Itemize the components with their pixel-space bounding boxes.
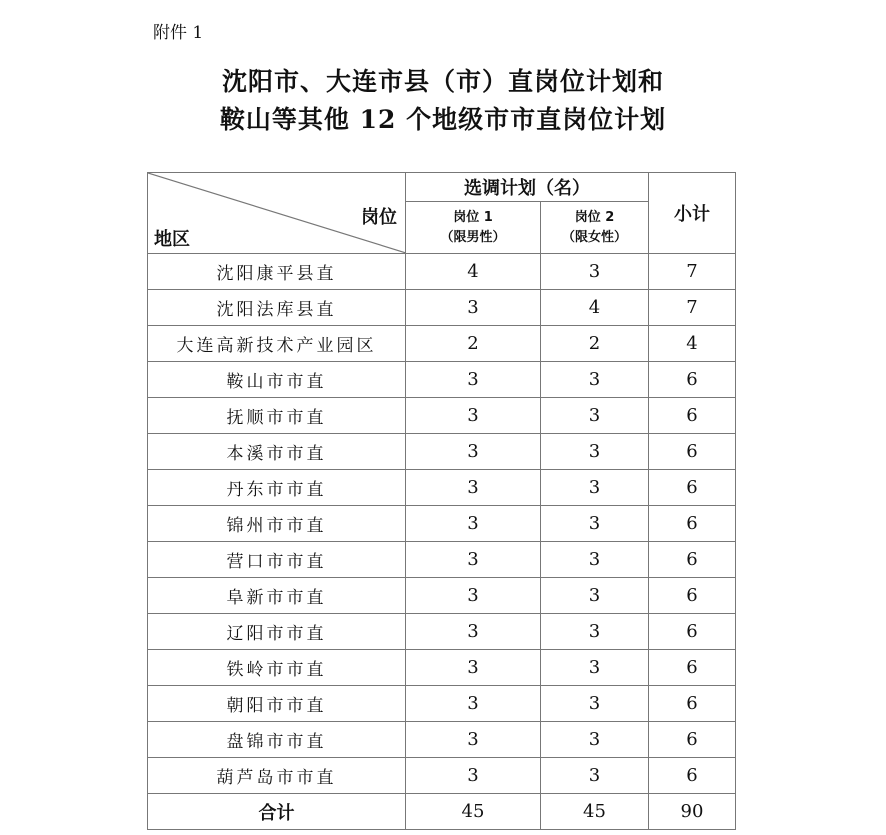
- table-row: [148, 326, 736, 362]
- subtotal-header: 小计: [649, 173, 736, 254]
- post2-cell: 3: [541, 398, 649, 434]
- subtotal-cell: 7: [649, 254, 736, 290]
- post1-cell: 3: [406, 434, 541, 470]
- subtotal-cell: 6: [649, 614, 736, 650]
- region-cell: 辽阳市市直: [148, 614, 406, 650]
- table-row: [148, 614, 736, 650]
- post2-cell: 3: [541, 254, 649, 290]
- post2-cell: 3: [541, 650, 649, 686]
- post1-cell: 3: [406, 650, 541, 686]
- region-cell: 本溪市市直: [148, 434, 406, 470]
- table-row: [148, 362, 736, 398]
- post1-cell: 3: [406, 614, 541, 650]
- subtotal-cell: 6: [649, 758, 736, 794]
- post1-cell: 3: [406, 578, 541, 614]
- title-line-1: 沈阳市、大连市县（市）直岗位计划和: [221, 67, 664, 96]
- region-cell: 沈阳康平县直: [148, 254, 406, 290]
- subtotal-cell: 6: [649, 362, 736, 398]
- subtotal-cell: 6: [649, 434, 736, 470]
- post1-cell: 3: [406, 398, 541, 434]
- table-row: [148, 722, 736, 758]
- region-cell: 鞍山市市直: [148, 362, 406, 398]
- plan-header: 选调计划（名）: [406, 173, 649, 202]
- post2-cell: 3: [541, 506, 649, 542]
- region-cell: 锦州市市直: [148, 506, 406, 542]
- post2-cell: 3: [541, 686, 649, 722]
- region-cell: 抚顺市市直: [148, 398, 406, 434]
- table-row: [148, 542, 736, 578]
- region-cell: 朝阳市市直: [148, 686, 406, 722]
- region-cell: 葫芦岛市市直: [148, 758, 406, 794]
- post1-cell: 3: [406, 470, 541, 506]
- subtotal-cell: 6: [649, 722, 736, 758]
- subtotal-cell: 6: [649, 470, 736, 506]
- post1-cell: 3: [406, 758, 541, 794]
- post1-cell: 3: [406, 686, 541, 722]
- region-cell: 丹东市市直: [148, 470, 406, 506]
- post1-cell: 3: [406, 722, 541, 758]
- table-row: [148, 290, 736, 326]
- post1-header: 岗位 1 （限男性）: [406, 202, 541, 254]
- post2-cell: 3: [541, 722, 649, 758]
- plan-table: [147, 172, 736, 830]
- region-cell: 沈阳法库县直: [148, 290, 406, 326]
- region-cell: 大连高新技术产业园区: [148, 326, 406, 362]
- post2-cell: 3: [541, 758, 649, 794]
- post2-cell: 3: [541, 614, 649, 650]
- subtotal-cell: 6: [649, 650, 736, 686]
- table-row: [148, 650, 736, 686]
- table-row: [148, 506, 736, 542]
- region-cell: 阜新市市直: [148, 578, 406, 614]
- post2-cell: 3: [541, 362, 649, 398]
- post2-cell: 3: [541, 434, 649, 470]
- post1-cell: 4: [406, 254, 541, 290]
- subtotal-cell: 7: [649, 290, 736, 326]
- subtotal-cell: 6: [649, 686, 736, 722]
- subtotal-cell: 6: [649, 398, 736, 434]
- table-row: [148, 758, 736, 794]
- post1-cell: 3: [406, 542, 541, 578]
- post1-cell: 3: [406, 362, 541, 398]
- post1-cell: 2: [406, 326, 541, 362]
- post2-header: 岗位 2 （限女性）: [541, 202, 649, 254]
- post1-cell: 3: [406, 506, 541, 542]
- post2-cell: 2: [541, 326, 649, 362]
- post2-cell: 3: [541, 578, 649, 614]
- title-line-2: 鞍山等其他 12 个地级市市直岗位计划: [219, 105, 667, 134]
- subtotal-cell: 6: [649, 578, 736, 614]
- region-cell: 盘锦市市直: [148, 722, 406, 758]
- post2-cell: 4: [541, 290, 649, 326]
- total-row: 合计 45 45 90: [148, 794, 736, 830]
- region-header: 地区: [154, 229, 190, 250]
- subtotal-cell: 6: [649, 506, 736, 542]
- post1-cell: 3: [406, 290, 541, 326]
- region-cell: 营口市市直: [148, 542, 406, 578]
- subtotal-cell: 4: [649, 326, 736, 362]
- subtotal-cell: 6: [649, 542, 736, 578]
- table-row: [148, 470, 736, 506]
- post2-cell: 3: [541, 542, 649, 578]
- table-row: [148, 686, 736, 722]
- diagonal-header-cell: [148, 173, 406, 254]
- table-row: [148, 398, 736, 434]
- region-cell: 铁岭市市直: [148, 650, 406, 686]
- attachment-label: 附件 1: [153, 23, 204, 43]
- table-row: [148, 254, 736, 290]
- table-row: [148, 434, 736, 470]
- post-header: 岗位: [361, 207, 397, 228]
- post2-cell: 3: [541, 470, 649, 506]
- table-row: [148, 578, 736, 614]
